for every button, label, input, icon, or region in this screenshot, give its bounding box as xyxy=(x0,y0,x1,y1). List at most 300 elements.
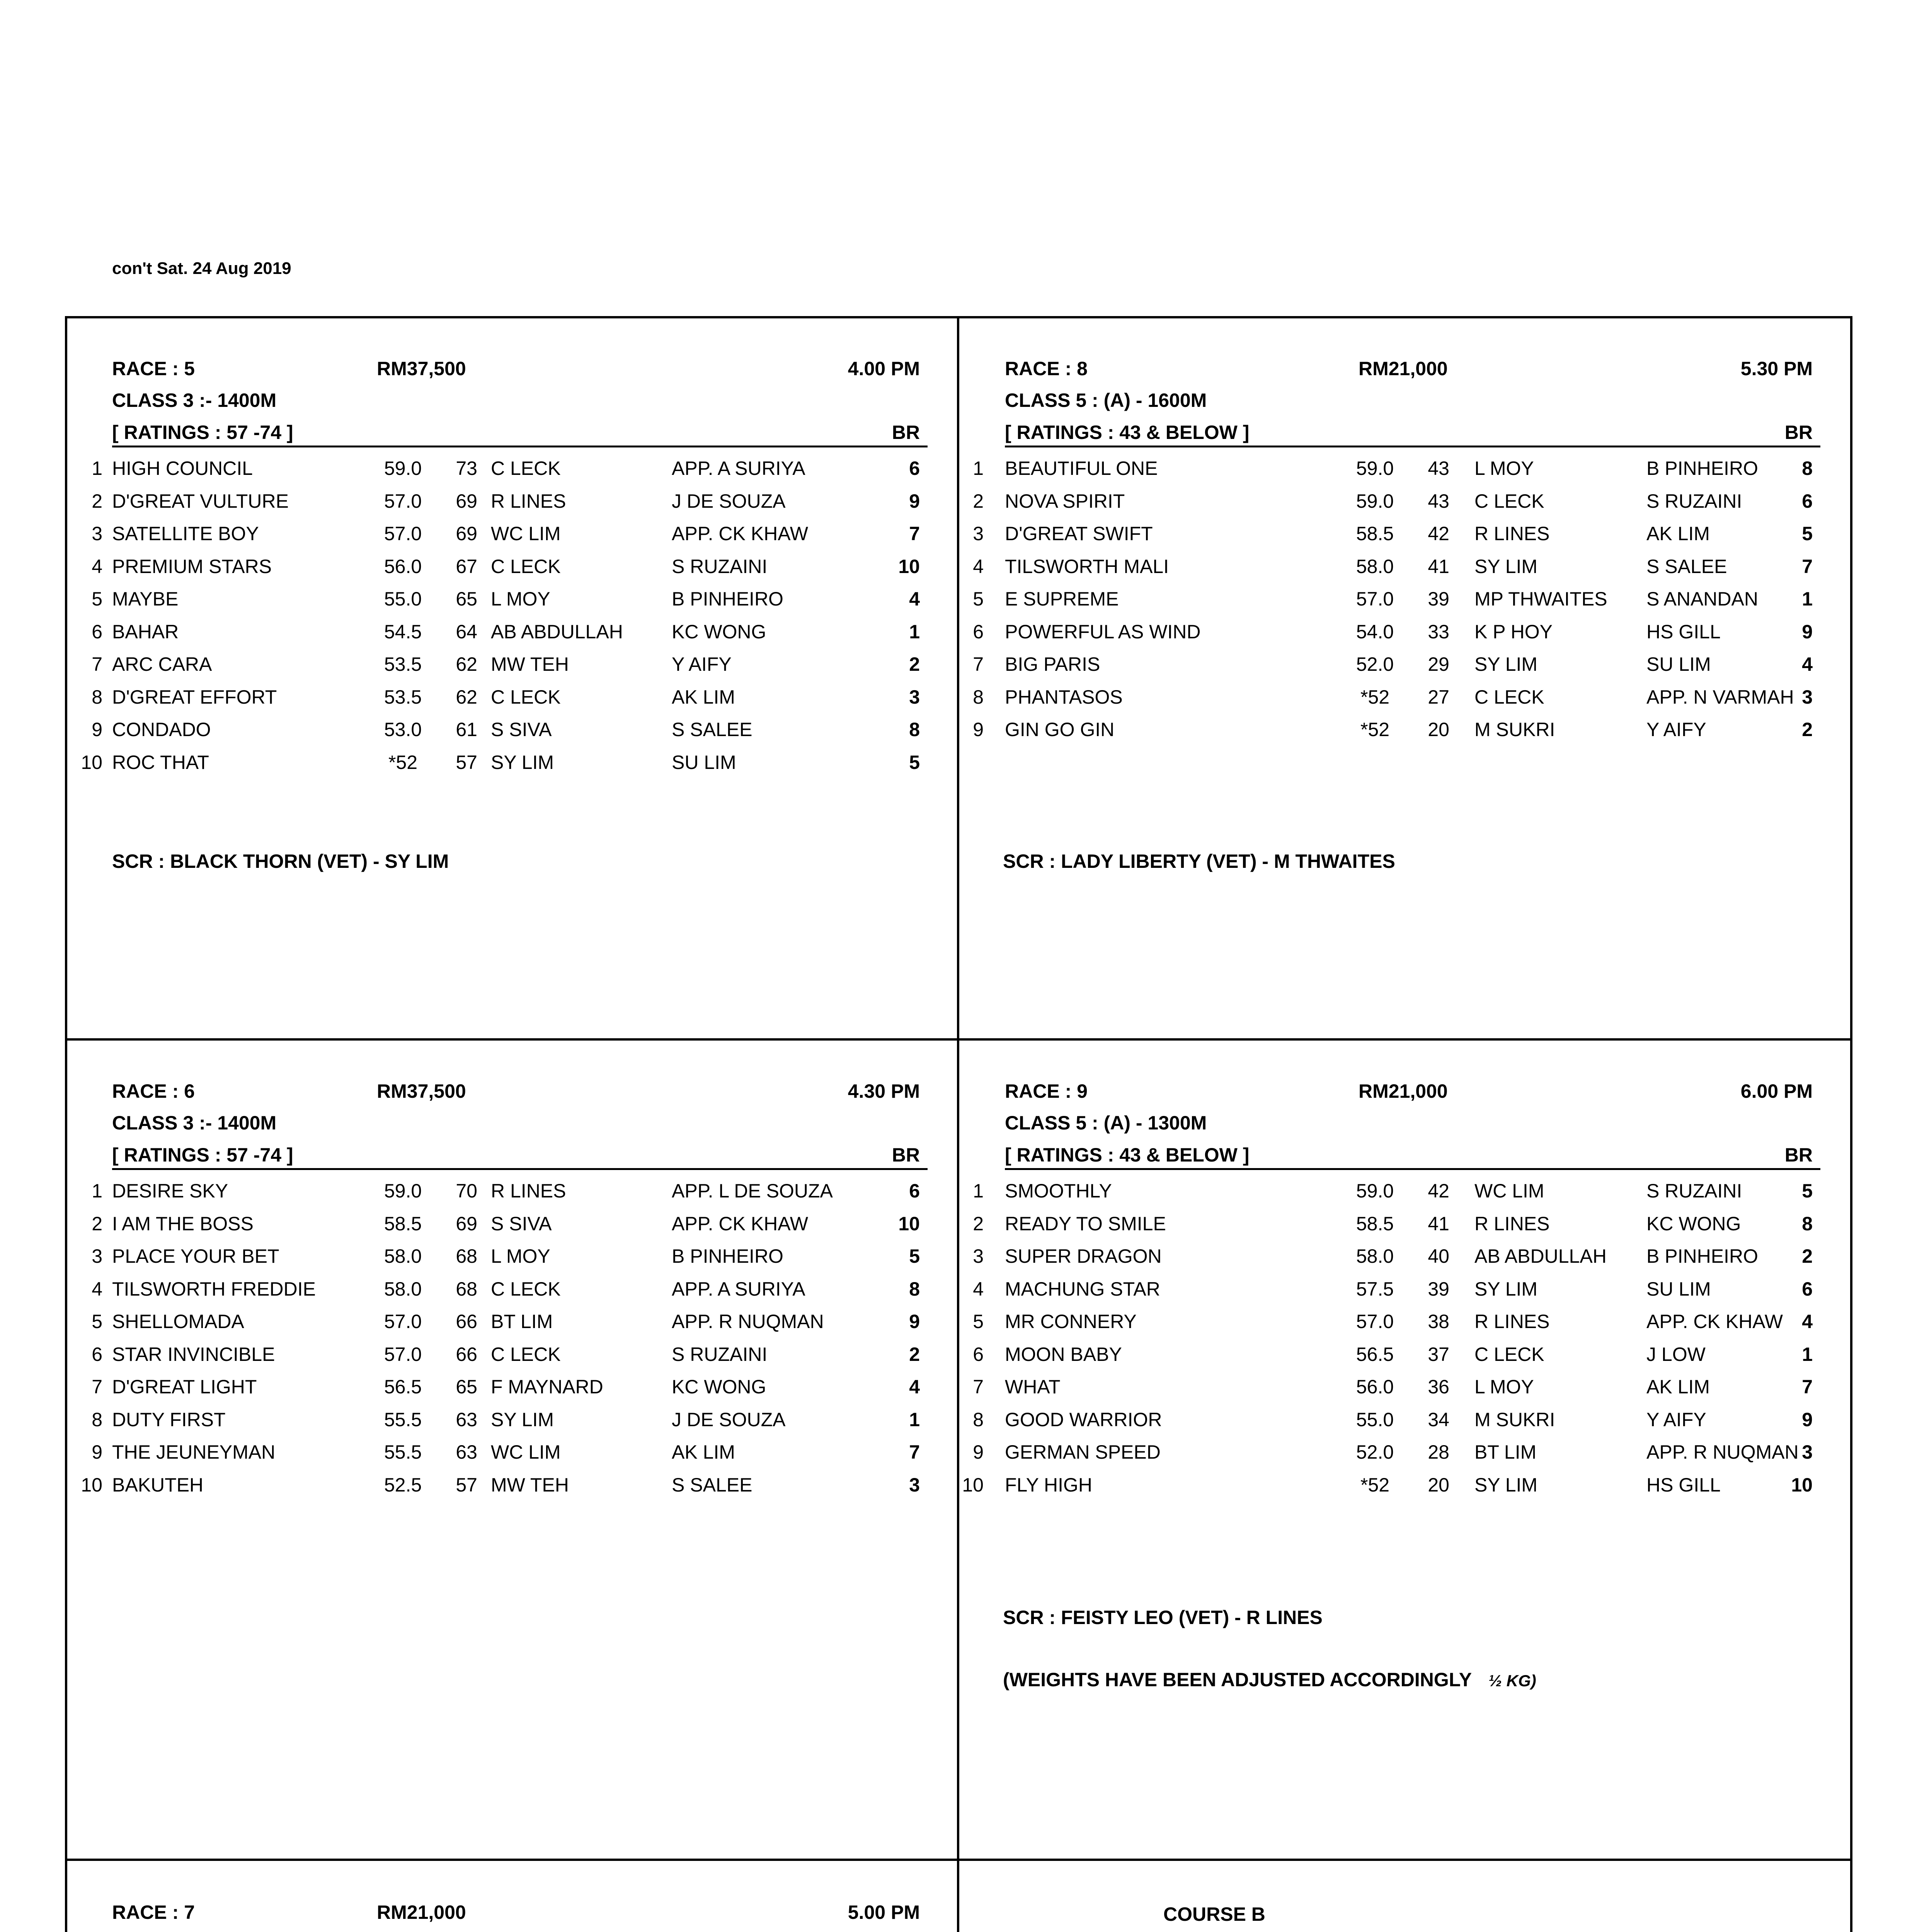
handicap-weight: 54.5 xyxy=(384,621,422,643)
handicap-weight: 59.0 xyxy=(1356,457,1394,479)
runner-number: 5 xyxy=(973,1311,984,1332)
race-prize: RM21,000 xyxy=(1359,358,1448,379)
trainer: S ANANDAN xyxy=(1646,588,1758,610)
barrier: 4 xyxy=(909,1376,920,1398)
jockey: C LECK xyxy=(1474,686,1544,708)
trainer: APP. N VARMAH xyxy=(1646,686,1794,708)
runner-row xyxy=(66,1278,928,1311)
barrier: 3 xyxy=(909,1474,920,1496)
runner-number: 2 xyxy=(973,490,984,512)
barrier: 3 xyxy=(1802,686,1813,708)
trainer: SU LIM xyxy=(1646,1278,1711,1300)
jockey: C LECK xyxy=(1474,490,1544,512)
jockey: BT LIM xyxy=(1474,1441,1537,1463)
race-time: 5.00 PM xyxy=(848,1901,920,1923)
rating: 57 xyxy=(456,751,477,773)
runner-row xyxy=(66,1408,928,1441)
horse-name: PLACE YOUR BET xyxy=(112,1245,279,1267)
course-label: COURSE B xyxy=(1163,1903,1265,1925)
handicap-weight: 57.0 xyxy=(1356,588,1394,610)
barrier: 6 xyxy=(1802,490,1813,512)
horse-name: MAYBE xyxy=(112,588,179,610)
trainer: S SALEE xyxy=(672,719,752,740)
runner-row xyxy=(958,653,1820,686)
race5-scratching-note: SCR : BLACK THORN (VET) - SY LIM xyxy=(112,850,449,872)
horse-name: POWERFUL AS WIND xyxy=(1005,621,1201,643)
trainer: APP. R NUQMAN xyxy=(672,1311,824,1332)
rating: 62 xyxy=(456,686,477,708)
jockey: M SUKRI xyxy=(1474,1408,1555,1430)
runner-number: 3 xyxy=(973,523,984,544)
jockey: BT LIM xyxy=(491,1311,553,1332)
handicap-weight: 57.0 xyxy=(1356,1311,1394,1332)
horse-name: DUTY FIRST xyxy=(112,1408,226,1430)
barrier: 9 xyxy=(909,490,920,512)
race-time: 4.30 PM xyxy=(848,1080,920,1102)
rating: 27 xyxy=(1428,686,1449,708)
runner-row xyxy=(66,1441,928,1474)
jockey: L MOY xyxy=(491,588,550,610)
barrier: 5 xyxy=(909,751,920,773)
br-column-header: BR xyxy=(892,1144,920,1166)
runner-row xyxy=(958,1213,1820,1245)
horse-name: I AM THE BOSS xyxy=(112,1213,254,1235)
horse-name: DESIRE SKY xyxy=(112,1180,228,1202)
horse-name: BAHAR xyxy=(112,621,179,643)
trainer: KC WONG xyxy=(1646,1213,1741,1235)
runner-number: 4 xyxy=(92,1278,102,1300)
handicap-weight: 52.0 xyxy=(1356,653,1394,675)
barrier: 1 xyxy=(1802,588,1813,610)
runner-number: 1 xyxy=(92,457,102,479)
rating: 34 xyxy=(1428,1408,1449,1430)
jockey: K P HOY xyxy=(1474,621,1553,643)
horse-name: GIN GO GIN xyxy=(1005,719,1115,740)
runner-number: 3 xyxy=(92,1245,102,1267)
runner-number: 3 xyxy=(973,1245,984,1267)
runner-row xyxy=(66,621,928,653)
race-prize: RM21,000 xyxy=(377,1901,466,1923)
runner-row xyxy=(958,1180,1820,1213)
race-ratings: [ RATINGS : 43 & BELOW ] xyxy=(1005,1144,1250,1166)
jockey: WC LIM xyxy=(491,523,561,544)
runner-number: 8 xyxy=(92,1408,102,1430)
trainer: J DE SOUZA xyxy=(672,1408,786,1430)
runner-row xyxy=(958,686,1820,719)
runner-list xyxy=(66,1180,928,1506)
horse-name: ROC THAT xyxy=(112,751,209,773)
runner-number: 9 xyxy=(92,719,102,740)
handicap-weight: 58.0 xyxy=(384,1278,422,1300)
trainer: HS GILL xyxy=(1646,621,1721,643)
handicap-weight: 57.0 xyxy=(384,1311,422,1332)
runner-row xyxy=(958,588,1820,621)
jockey: S SIVA xyxy=(491,719,552,740)
jockey: WC LIM xyxy=(1474,1180,1544,1202)
runner-row xyxy=(958,1310,1820,1343)
race-number: RACE : 8 xyxy=(1005,358,1088,379)
jockey: WC LIM xyxy=(491,1441,561,1463)
runner-row xyxy=(66,522,928,555)
handicap-weight: 58.5 xyxy=(1356,523,1394,544)
jockey: C LECK xyxy=(1474,1343,1544,1365)
trainer: KC WONG xyxy=(672,1376,766,1398)
runner-row xyxy=(66,1376,928,1408)
rating: 68 xyxy=(456,1245,477,1267)
barrier: 1 xyxy=(909,1408,920,1430)
handicap-weight: 57.0 xyxy=(384,1343,422,1365)
race-header xyxy=(958,357,1820,384)
handicap-weight: 58.0 xyxy=(1356,1245,1394,1267)
trainer: AK LIM xyxy=(1646,1376,1710,1398)
jockey: SY LIM xyxy=(1474,1474,1538,1496)
runner-number: 8 xyxy=(973,686,984,708)
horse-name: STAR INVINCIBLE xyxy=(112,1343,275,1365)
rating: 39 xyxy=(1428,588,1449,610)
race-header xyxy=(66,1080,928,1107)
runner-row xyxy=(958,1245,1820,1278)
rating: 69 xyxy=(456,1213,477,1235)
trainer: AK LIM xyxy=(672,1441,735,1463)
barrier: 2 xyxy=(1802,1245,1813,1267)
horse-name: D'GREAT EFFORT xyxy=(112,686,277,708)
barrier: 2 xyxy=(1802,719,1813,740)
trainer: Y AIFY xyxy=(1646,1408,1706,1430)
rating: 39 xyxy=(1428,1278,1449,1300)
trainer: APP. A SURIYA xyxy=(672,457,805,479)
race-prize: RM37,500 xyxy=(377,358,466,379)
rating: 29 xyxy=(1428,653,1449,675)
barrier: 10 xyxy=(1791,1474,1813,1496)
race-number: RACE : 5 xyxy=(112,358,195,379)
jockey: R LINES xyxy=(491,490,566,512)
rating: 43 xyxy=(1428,457,1449,479)
handicap-weight: 57.0 xyxy=(384,490,422,512)
trainer: J DE SOUZA xyxy=(672,490,786,512)
rating: 64 xyxy=(456,621,477,643)
runner-row xyxy=(66,457,928,490)
runner-row xyxy=(66,686,928,719)
barrier: 1 xyxy=(1802,1343,1813,1365)
barrier: 3 xyxy=(1802,1441,1813,1463)
race-ratings: [ RATINGS : 57 -74 ] xyxy=(112,422,293,443)
rating: 41 xyxy=(1428,555,1449,577)
trainer: S RUZAINI xyxy=(672,1343,768,1365)
handicap-weight: 59.0 xyxy=(384,457,422,479)
barrier: 7 xyxy=(1802,555,1813,577)
horse-name: SUPER DRAGON xyxy=(1005,1245,1162,1267)
handicap-weight: 58.0 xyxy=(384,1245,422,1267)
jockey: L MOY xyxy=(491,1245,550,1267)
jockey: MW TEH xyxy=(491,653,569,675)
trainer: B PINHEIRO xyxy=(672,588,783,610)
runner-number: 10 xyxy=(81,751,102,773)
runner-number: 8 xyxy=(92,686,102,708)
race-ratings: [ RATINGS : 43 & BELOW ] xyxy=(1005,422,1250,443)
handicap-weight: 56.5 xyxy=(1356,1343,1394,1365)
jockey: SY LIM xyxy=(1474,653,1538,675)
runner-row xyxy=(66,1213,928,1245)
trainer: APP. CK KHAW xyxy=(1646,1311,1783,1332)
barrier: 7 xyxy=(909,1441,920,1463)
horse-name: MACHUNG STAR xyxy=(1005,1278,1160,1300)
jockey: C LECK xyxy=(491,686,561,708)
rating: 37 xyxy=(1428,1343,1449,1365)
runner-row xyxy=(958,1441,1820,1474)
rating: 28 xyxy=(1428,1441,1449,1463)
runner-number: 4 xyxy=(973,1278,984,1300)
rating: 43 xyxy=(1428,490,1449,512)
jockey: C LECK xyxy=(491,555,561,577)
race-class: CLASS 5 : (A) - 1600M xyxy=(1005,389,1207,411)
horse-name: PHANTASOS xyxy=(1005,686,1123,708)
rating: 67 xyxy=(456,555,477,577)
barrier: 9 xyxy=(909,1311,920,1332)
runner-number: 1 xyxy=(92,1180,102,1202)
horse-name: PREMIUM STARS xyxy=(112,555,272,577)
horse-name: SHELLOMADA xyxy=(112,1311,244,1332)
runner-row xyxy=(958,1376,1820,1408)
trainer: SU LIM xyxy=(1646,653,1711,675)
barrier: 1 xyxy=(909,621,920,643)
rating: 68 xyxy=(456,1278,477,1300)
trainer: APP. CK KHAW xyxy=(672,1213,808,1235)
runner-row xyxy=(66,555,928,588)
jockey: C LECK xyxy=(491,1343,561,1365)
horse-name: GERMAN SPEED xyxy=(1005,1441,1161,1463)
runner-row xyxy=(958,1474,1820,1507)
race-class: CLASS 5 : (A) - 1300M xyxy=(1005,1112,1207,1134)
runner-number: 7 xyxy=(92,1376,102,1398)
race-prize: RM37,500 xyxy=(377,1080,466,1102)
barrier: 10 xyxy=(898,555,920,577)
handicap-weight: *52 xyxy=(1360,686,1390,708)
race9-scratching-note: SCR : FEISTY LEO (VET) - R LINES xyxy=(1003,1607,1323,1628)
jockey: R LINES xyxy=(1474,1311,1550,1332)
trainer: Y AIFY xyxy=(672,653,732,675)
handicap-weight: 53.5 xyxy=(384,686,422,708)
trainer: S SALEE xyxy=(672,1474,752,1496)
jockey: M SUKRI xyxy=(1474,719,1555,740)
rating: 20 xyxy=(1428,719,1449,740)
barrier: 6 xyxy=(909,457,920,479)
header-rule xyxy=(112,1168,928,1170)
runner-list xyxy=(958,457,1820,751)
runner-row xyxy=(958,555,1820,588)
race-prize: RM21,000 xyxy=(1359,1080,1448,1102)
runner-row xyxy=(66,1180,928,1213)
trainer: AK LIM xyxy=(1646,523,1710,544)
runner-number: 4 xyxy=(92,555,102,577)
rating: 20 xyxy=(1428,1474,1449,1496)
handicap-weight: 58.5 xyxy=(1356,1213,1394,1235)
race-number: RACE : 7 xyxy=(112,1901,195,1923)
horse-name: GOOD WARRIOR xyxy=(1005,1408,1162,1430)
header-rule xyxy=(112,446,928,447)
row-divider-1 xyxy=(65,1038,1852,1041)
handicap-weight: 58.5 xyxy=(384,1213,422,1235)
horse-name: TILSWORTH MALI xyxy=(1005,555,1169,577)
trainer: KC WONG xyxy=(672,621,766,643)
handicap-weight: 57.0 xyxy=(384,523,422,544)
br-column-header: BR xyxy=(892,422,920,443)
br-column-header: BR xyxy=(1784,1144,1813,1166)
horse-name: BIG PARIS xyxy=(1005,653,1100,675)
runner-row xyxy=(958,1278,1820,1311)
weights-note-fraction: ½ KG) xyxy=(1488,1672,1536,1690)
rating: 73 xyxy=(456,457,477,479)
handicap-weight: 57.5 xyxy=(1356,1278,1394,1300)
handicap-weight: 56.5 xyxy=(384,1376,422,1398)
runner-number: 2 xyxy=(92,490,102,512)
jockey: AB ABDULLAH xyxy=(491,621,623,643)
runner-row xyxy=(66,653,928,686)
barrier: 8 xyxy=(1802,1213,1813,1235)
runner-number: 2 xyxy=(92,1213,102,1235)
handicap-weight: 55.5 xyxy=(384,1441,422,1463)
race9-weights-note xyxy=(1003,1668,1536,1691)
race-time: 6.00 PM xyxy=(1740,1080,1813,1102)
runner-number: 10 xyxy=(81,1474,102,1496)
jockey: R LINES xyxy=(491,1180,566,1202)
race-class: CLASS 3 :- 1400M xyxy=(112,389,277,411)
rating: 69 xyxy=(456,490,477,512)
barrier: 2 xyxy=(909,1343,920,1365)
trainer: J LOW xyxy=(1646,1343,1706,1365)
horse-name: ARC CARA xyxy=(112,653,212,675)
barrier: 6 xyxy=(1802,1278,1813,1300)
rating: 66 xyxy=(456,1311,477,1332)
barrier: 3 xyxy=(909,686,920,708)
rating: 61 xyxy=(456,719,477,740)
trainer: S RUZAINI xyxy=(672,555,768,577)
runner-row xyxy=(66,1474,928,1507)
row-divider-2 xyxy=(65,1859,1852,1861)
runner-row xyxy=(958,718,1820,751)
race-time: 4.00 PM xyxy=(848,358,920,379)
trainer: S RUZAINI xyxy=(1646,490,1742,512)
handicap-weight: 53.5 xyxy=(384,653,422,675)
trainer: APP. R NUQMAN xyxy=(1646,1441,1799,1463)
runner-row xyxy=(958,1343,1820,1376)
runner-number: 1 xyxy=(973,1180,984,1202)
jockey: F MAYNARD xyxy=(491,1376,603,1398)
horse-name: READY TO SMILE xyxy=(1005,1213,1166,1235)
barrier: 4 xyxy=(1802,653,1813,675)
barrier: 4 xyxy=(1802,1311,1813,1332)
horse-name: THE JEUNEYMAN xyxy=(112,1441,276,1463)
header-rule xyxy=(1005,446,1820,447)
runner-number: 6 xyxy=(92,1343,102,1365)
jockey: SY LIM xyxy=(1474,1278,1538,1300)
barrier: 8 xyxy=(1802,457,1813,479)
rating: 63 xyxy=(456,1408,477,1430)
trainer: APP. A SURIYA xyxy=(672,1278,805,1300)
race8-scratching-note: SCR : LADY LIBERTY (VET) - M THWAITES xyxy=(1003,850,1395,872)
trainer: SU LIM xyxy=(672,751,736,773)
handicap-weight: 54.0 xyxy=(1356,621,1394,643)
runner-row xyxy=(958,490,1820,523)
header-rule xyxy=(1005,1168,1820,1170)
br-column-header: BR xyxy=(1784,422,1813,443)
jockey: MP THWAITES xyxy=(1474,588,1607,610)
horse-name: CONDADO xyxy=(112,719,211,740)
barrier: 5 xyxy=(1802,1180,1813,1202)
barrier: 5 xyxy=(909,1245,920,1267)
horse-name: HIGH COUNCIL xyxy=(112,457,253,479)
race-time: 5.30 PM xyxy=(1740,358,1813,379)
rating: 40 xyxy=(1428,1245,1449,1267)
runner-number: 9 xyxy=(92,1441,102,1463)
rating: 65 xyxy=(456,1376,477,1398)
race-ratings: [ RATINGS : 57 -74 ] xyxy=(112,1144,293,1166)
handicap-weight: 55.0 xyxy=(1356,1408,1394,1430)
rating: 70 xyxy=(456,1180,477,1202)
jockey: R LINES xyxy=(1474,1213,1550,1235)
runner-row xyxy=(66,1310,928,1343)
jockey: MW TEH xyxy=(491,1474,569,1496)
rating: 38 xyxy=(1428,1311,1449,1332)
rating: 36 xyxy=(1428,1376,1449,1398)
handicap-weight: 52.0 xyxy=(1356,1441,1394,1463)
rating: 65 xyxy=(456,588,477,610)
handicap-weight: 55.0 xyxy=(384,588,422,610)
horse-name: BAKUTEH xyxy=(112,1474,204,1496)
barrier: 6 xyxy=(909,1180,920,1202)
horse-name: D'GREAT SWIFT xyxy=(1005,523,1153,544)
runner-row xyxy=(66,718,928,751)
rating: 42 xyxy=(1428,523,1449,544)
horse-name: D'GREAT VULTURE xyxy=(112,490,289,512)
trainer: S RUZAINI xyxy=(1646,1180,1742,1202)
trainer: AK LIM xyxy=(672,686,735,708)
weights-note-text: (WEIGHTS HAVE BEEN ADJUSTED ACCORDINGLY xyxy=(1003,1669,1472,1690)
trainer: APP. L DE SOUZA xyxy=(672,1180,833,1202)
jockey: SY LIM xyxy=(491,751,554,773)
trainer: S SALEE xyxy=(1646,555,1727,577)
horse-name: SMOOTHLY xyxy=(1005,1180,1112,1202)
handicap-weight: *52 xyxy=(388,751,418,773)
race-class: CLASS 3 :- 1400M xyxy=(112,1112,277,1134)
barrier: 7 xyxy=(1802,1376,1813,1398)
rating: 63 xyxy=(456,1441,477,1463)
runner-number: 7 xyxy=(973,1376,984,1398)
jockey: C LECK xyxy=(491,1278,561,1300)
runner-number: 3 xyxy=(92,523,102,544)
runner-row xyxy=(958,522,1820,555)
runner-number: 7 xyxy=(92,653,102,675)
page-header: con't Sat. 24 Aug 2019 xyxy=(112,259,291,278)
race-number: RACE : 6 xyxy=(112,1080,195,1102)
handicap-weight: 59.0 xyxy=(384,1180,422,1202)
handicap-weight: 59.0 xyxy=(1356,490,1394,512)
runner-row xyxy=(66,751,928,784)
handicap-weight: 52.5 xyxy=(384,1474,422,1496)
horse-name: NOVA SPIRIT xyxy=(1005,490,1125,512)
race-header xyxy=(958,1080,1820,1107)
horse-name: SATELLITE BOY xyxy=(112,523,259,544)
horse-name: BEAUTIFUL ONE xyxy=(1005,457,1158,479)
jockey: C LECK xyxy=(491,457,561,479)
horse-name: MR CONNERY xyxy=(1005,1311,1137,1332)
runner-row xyxy=(66,588,928,621)
runner-number: 8 xyxy=(973,1408,984,1430)
barrier: 2 xyxy=(909,653,920,675)
trainer: APP. CK KHAW xyxy=(672,523,808,544)
jockey: R LINES xyxy=(1474,523,1550,544)
handicap-weight: *52 xyxy=(1360,719,1390,740)
runner-number: 9 xyxy=(973,1441,984,1463)
